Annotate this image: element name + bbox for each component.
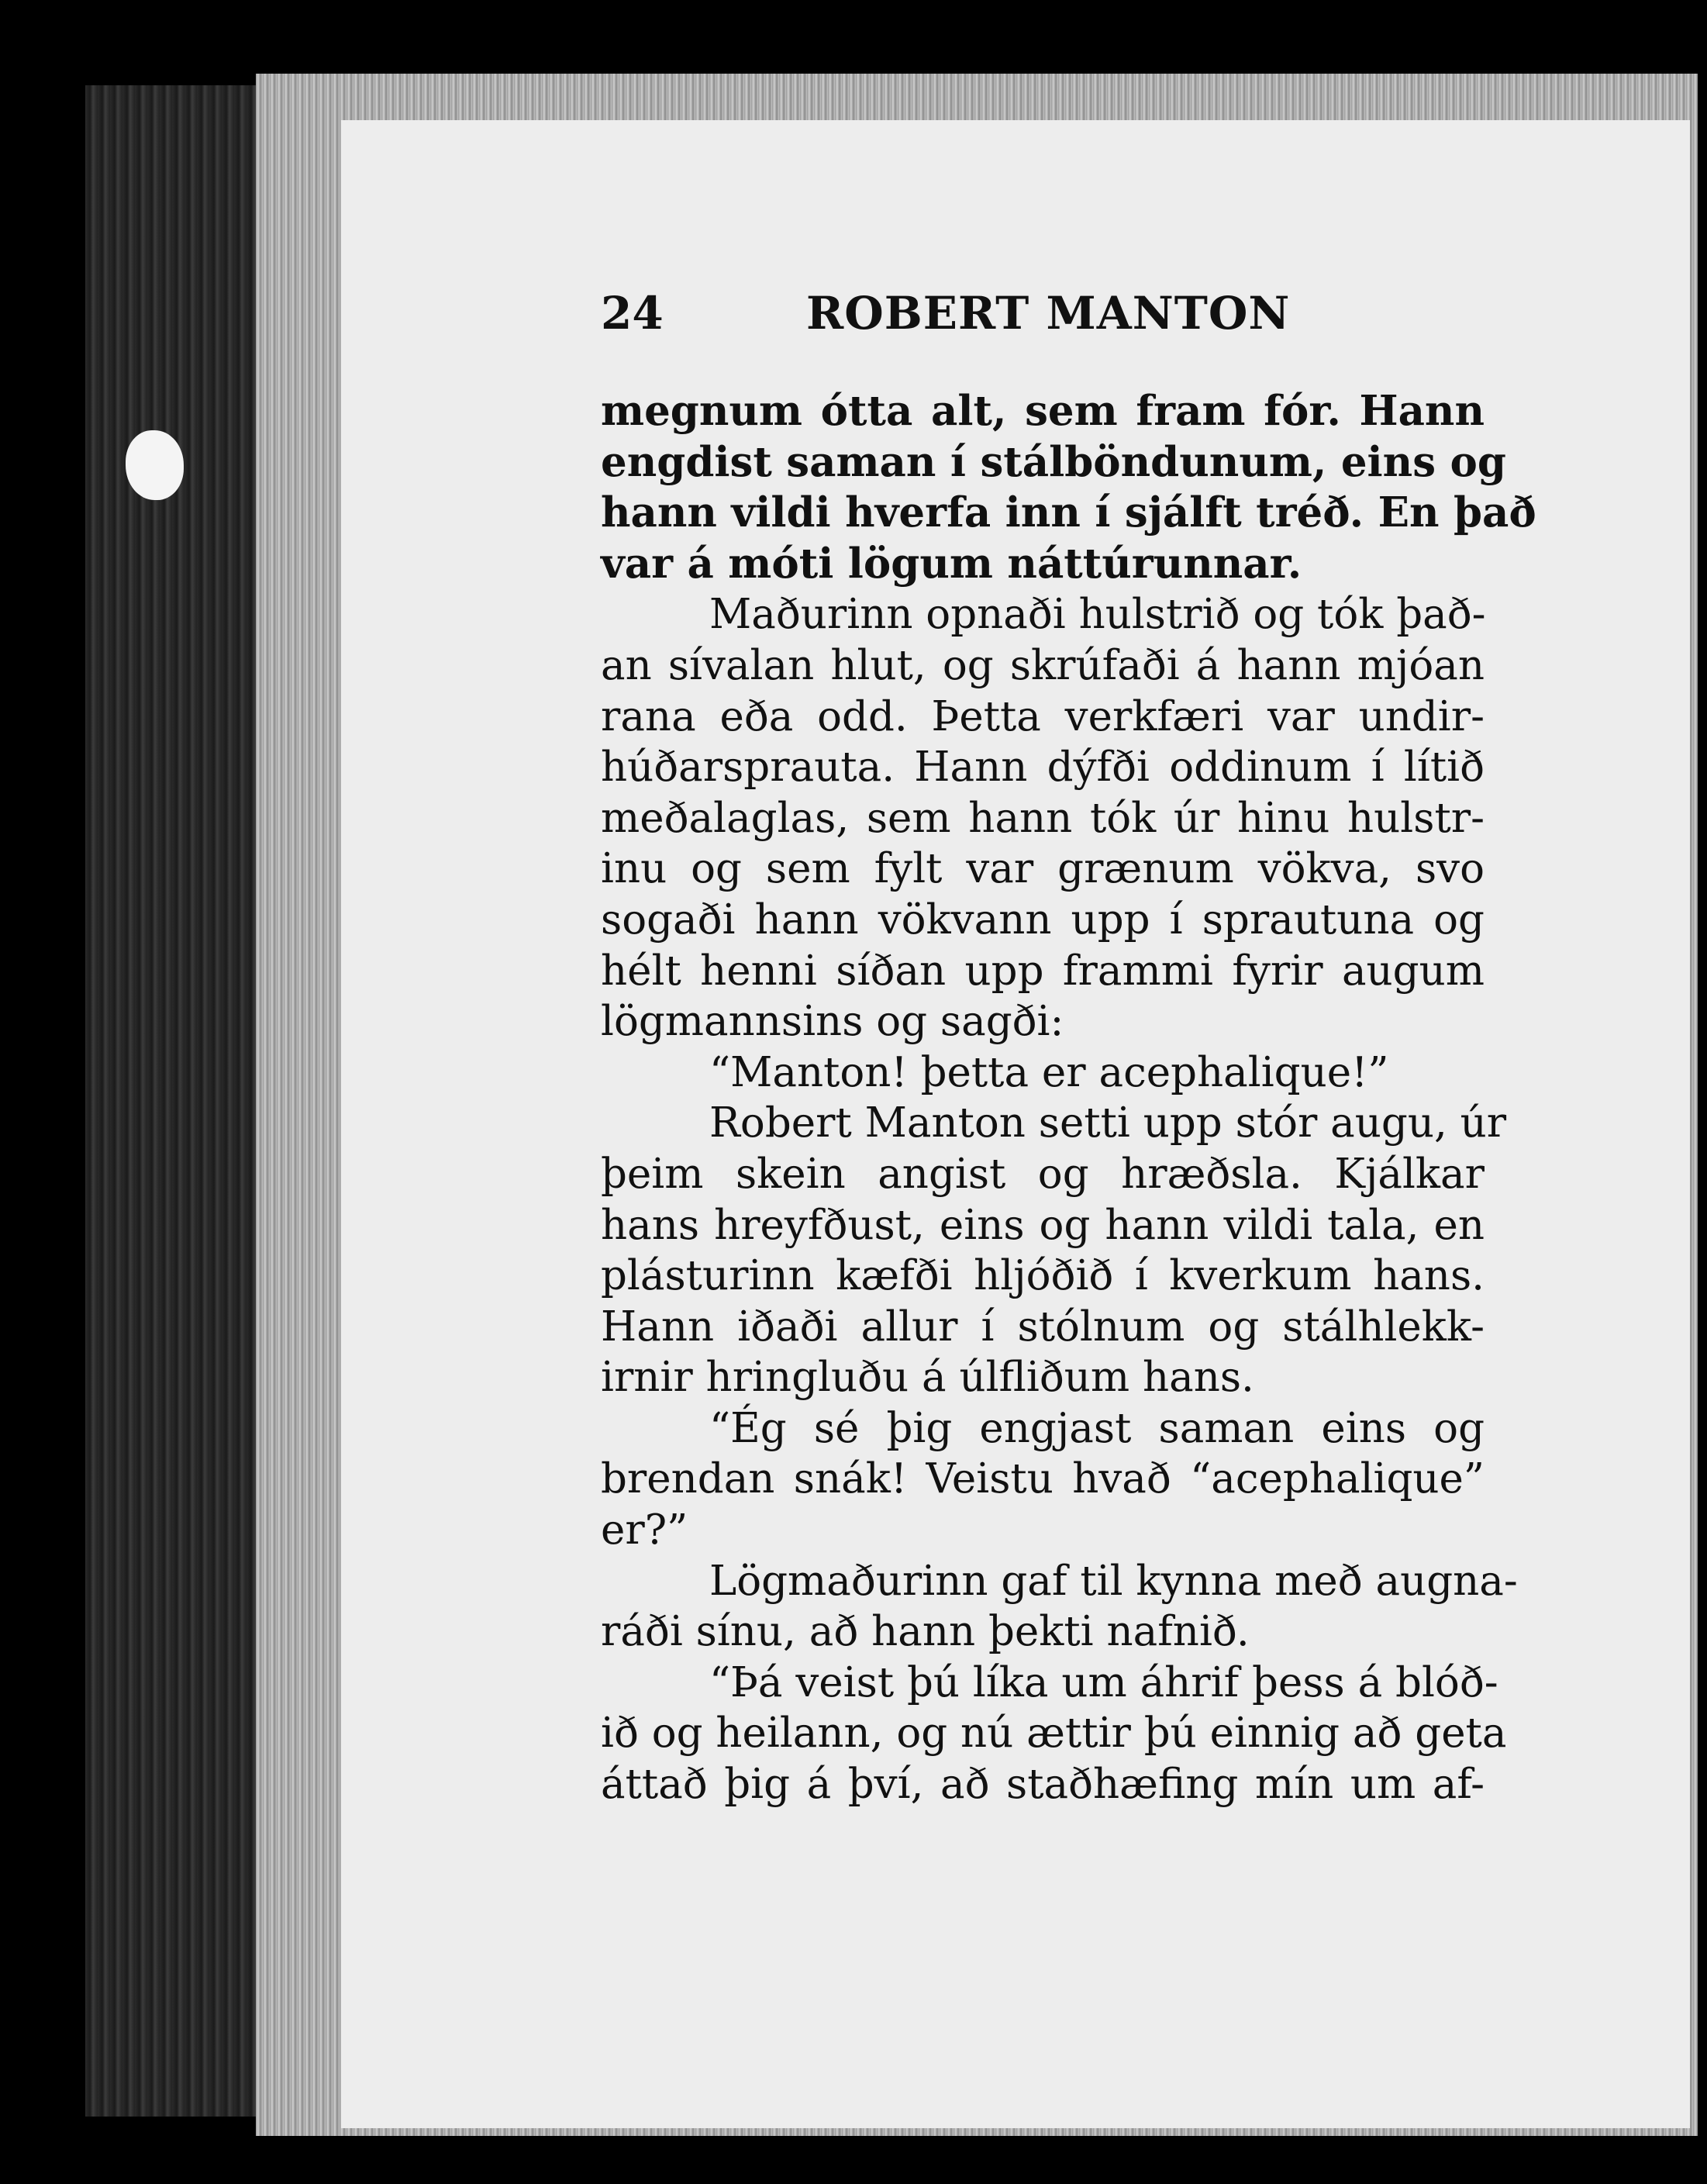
text-line: “Þá veist þú líka um áhrif þess á blóð- [709,1658,1498,1706]
text-line: brendan snák! Veistu hvað “acephalique” [601,1455,1485,1503]
text-line: er?” [601,1506,688,1554]
text-line: þeim skein angist og hræðsla. Kjálkar [601,1150,1485,1198]
text-line: sogaði hann vökvann upp í sprautuna og [601,895,1485,944]
text-line: Hann iðaði allur í stólnum og stálhlekk- [601,1302,1485,1351]
text-line: húðarsprauta. Hann dýfði oddinum í lítið [601,744,1485,792]
text-line: plásturinn kæfði hljóðið í kverkum hans. [601,1252,1485,1300]
text-line: Robert Manton setti upp stór augu, úr [709,1099,1507,1147]
body-text [601,386,1536,1810]
text-line: inu og sem fylt var grænum vökva, svo [601,845,1485,893]
running-head: ROBERT MANTON [806,287,1291,340]
text-line: meðalaglas, sem hann tók úr hinu hulstr- [601,794,1485,842]
text-line: ið og heilann, og nú ættir þú einnig að geta [601,1710,1507,1758]
text-line: Maðurinn opnaði hulstrið og tók það- [709,591,1486,639]
text-line: “Ég sé þig engjast saman eins og [709,1404,1485,1452]
text-line: hans hreyfðust, eins og hann vildi tala, en [601,1201,1485,1249]
text-line: ráði sínu, að hann þekti nafnið. [601,1608,1250,1656]
text-line: an sívalan hlut, og skrúfaði á hann mjóan [601,641,1485,689]
page-number: 24 [601,287,664,340]
text-line: hélt henni síðan upp frammi fyrir augum [601,947,1485,995]
text-line: var á móti lögum náttúrunnar. [601,539,1302,588]
text-line: rana eða odd. Þetta verkfæri var undir- [601,692,1485,740]
text-line: megnum ótta alt, sem fram fór. Hann [601,387,1485,435]
text-line: hann vildi hverfa inn í sjálft tréð. En það [601,488,1536,537]
text-line: engdist saman í stálböndunum, eins og [601,437,1506,486]
text-line: lögmannsins og sagði: [601,998,1064,1046]
page-header [601,287,1298,349]
punch-hole [126,430,184,500]
text-line: áttað þig á því, að staðhæfing mín um af- [601,1761,1485,1809]
text-line: “Manton! þetta er acephalique!” [709,1048,1389,1096]
text-line: Lögmaðurinn gaf til kynna með augna- [709,1557,1518,1605]
text-line: irnir hringluðu á úlfliðum hans. [601,1354,1254,1402]
